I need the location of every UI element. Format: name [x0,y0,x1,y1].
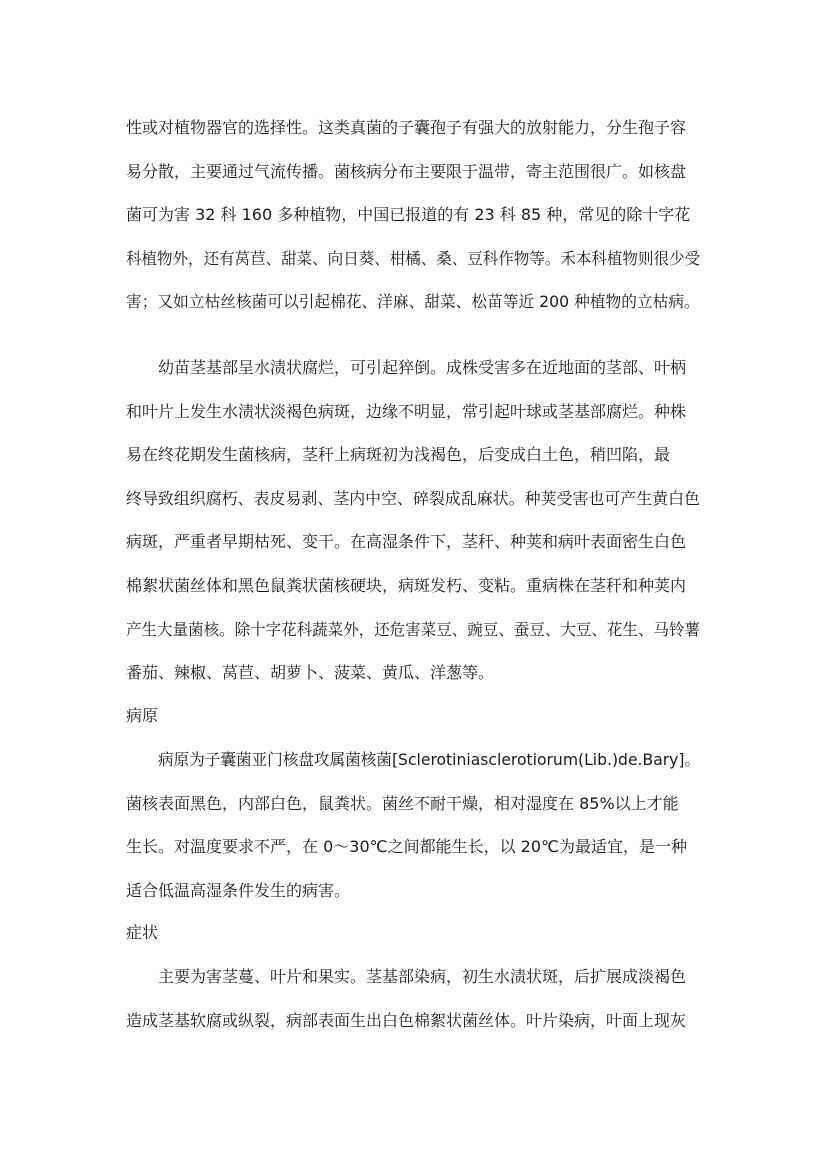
paragraph-line: 终导致组织腐朽、表皮易剥、茎内中空、碎裂成乱麻状。种荚受害也可产生黄白色 [126,489,701,508]
paragraph-line: 适合低温高湿条件发生的病害。 [126,881,351,900]
paragraph-line: 生长。对温度要求不严，在 0～30℃之间都能生长，以 20℃为最适宜，是一种 [126,837,688,856]
paragraph-line: 害；又如立枯丝核菌可以引起棉花、洋麻、甜菜、松苗等近 200 种植物的立枯病。 [126,292,700,311]
paragraph-line: 病原为子囊菌亚门核盘攻属菌核菌[Sclerotiniasclerotiorum(Lib.)de.Bary]。 [158,750,701,769]
paragraph-line: 性或对植物器官的选择性。这类真菌的子囊孢子有强大的放射能力，分生孢子容 [126,118,687,137]
paragraph-line: 易分散，主要通过气流传播。菌核病分布主要限于温带，寄主范围很广。如核盘 [126,162,687,181]
paragraph-line: 菌可为害 32 科 160 多种植物，中国已报道的有 23 科 85 种，常见的除十字花 [126,205,691,224]
paragraph-line: 棉絮状菌丝体和黑色鼠粪状菌核硬块，病斑发朽、变粘。重病株在茎秆和种荚内 [126,576,687,595]
paragraph-line: 菌核表面黑色，内部白色，鼠粪状。菌丝不耐干燥，相对湿度在 85%以上才能 [126,794,679,813]
paragraph-line: 主要为害茎蔓、叶片和果实。茎基部染病，初生水渍状斑，后扩展成淡褐色 [158,967,687,986]
paragraph-line: 病斑，严重者早期枯死、变干。在高湿条件下，茎秆、种荚和病叶表面密生白色 [126,532,687,551]
paragraph-line: 番茄、辣椒、莴苣、胡萝卜、菠菜、黄瓜、洋葱等。 [126,663,495,682]
section-heading-pathogen: 病原 [126,706,159,725]
paragraph-line: 产生大量菌核。除十字花科蔬菜外，还危害菜豆、豌豆、蚕豆、大豆、花生、马铃薯 [126,620,701,639]
paragraph-line: 易在终花期发生菌核病，茎秆上病斑初为浅褐色，后变成白土色，稍凹陷，最 [126,445,671,464]
section-heading-symptoms: 症状 [126,923,159,942]
paragraph-line: 幼苗茎基部呈水渍状腐烂，可引起猝倒。成株受害多在近地面的茎部、叶柄 [158,358,687,377]
paragraph-line: 和叶片上发生水渍状淡褐色病斑，边缘不明显，常引起叶球或茎基部腐烂。种株 [126,402,687,421]
paragraph-line: 造成茎基软腐或纵裂，病部表面生出白色棉絮状菌丝体。叶片染病，叶面上现灰 [126,1011,687,1030]
paragraph-line: 科植物外，还有莴苣、甜菜、向日葵、柑橘、桑、豆科作物等。禾本科植物则很少受 [126,249,701,268]
